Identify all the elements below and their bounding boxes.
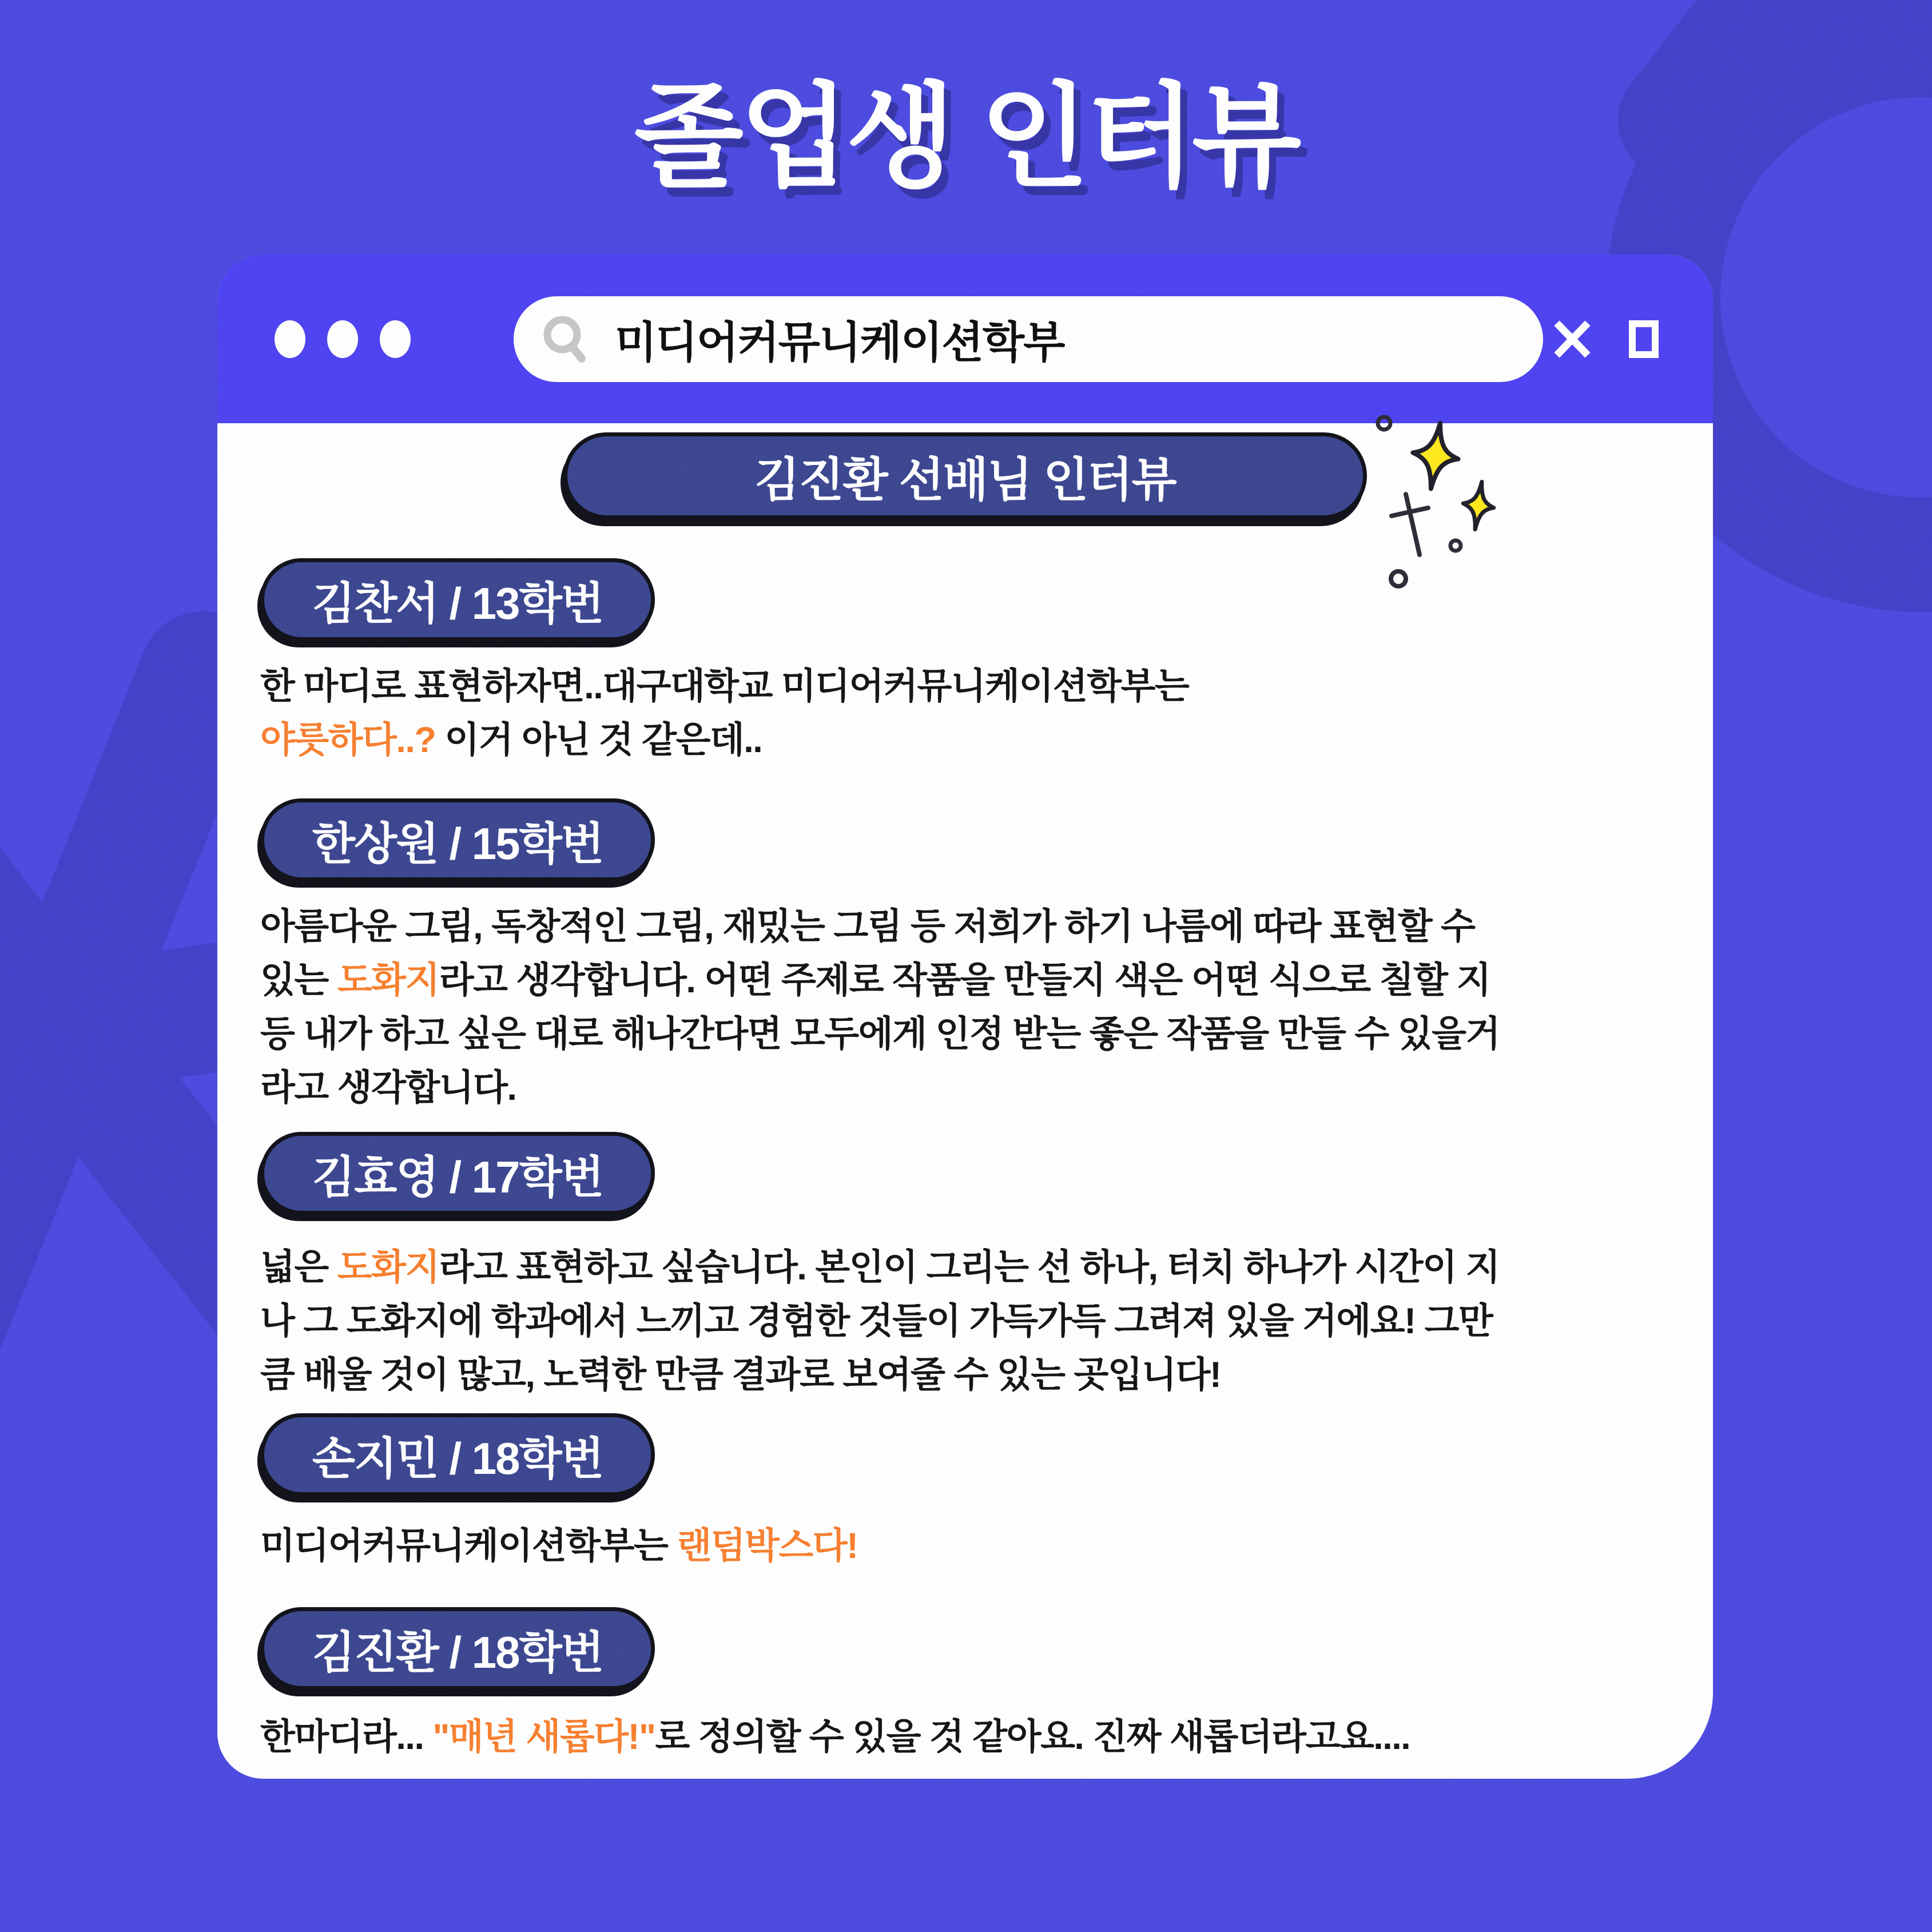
square-icon[interactable] — [1629, 320, 1659, 358]
answer-text: 한 마디로 표현하자면..대구대학교 미디어커뮤니케이션학부는 — [260, 666, 1189, 706]
answer-text: 나 그 도화지에 학과에서 느끼고 경험한 것들이 가득가득 그려져 있을 거에요! 그만 — [260, 1301, 1493, 1341]
highlighted-text: "매년 새롭다!" — [432, 1717, 655, 1757]
interview-section — [260, 1607, 1670, 1764]
sections — [260, 558, 1670, 1764]
answer-text: 큼 배울 것이 많고, 노력한 만큼 결과로 보여줄 수 있는 곳입니다! — [260, 1355, 1221, 1395]
interview-content — [217, 423, 1713, 1764]
answer-text: 이거 아닌 것 같은데.. — [435, 720, 762, 760]
answer-text: 라고 생각합니다. — [260, 1068, 516, 1108]
interviewee-pill: 김찬서 / 13학번 — [260, 558, 655, 641]
highlighted-text: 도화지 — [337, 960, 439, 1000]
highlighted-text: 야릇하다..? — [260, 720, 436, 760]
answer-text: 넓은 — [260, 1247, 337, 1287]
page-title: 졸업생 인터뷰 — [634, 74, 1298, 200]
interview-answer — [260, 659, 1670, 767]
answer-text: 미디어커뮤니케이션학부는 — [260, 1526, 677, 1566]
interview-section — [260, 1132, 1670, 1402]
interview-section — [260, 798, 1670, 1115]
interview-answer — [260, 1241, 1670, 1402]
interview-answer — [260, 1519, 1670, 1573]
dot-icon — [380, 320, 411, 358]
answer-text: 한마디라... — [260, 1717, 433, 1757]
search-bar[interactable] — [514, 296, 1543, 382]
answer-text: 등 내가 하고 싶은 대로 해나간다면 모두에게 인정 받는 좋은 작품을 만들 수 있을거 — [260, 1014, 1500, 1054]
search-input[interactable] — [614, 313, 1517, 364]
interview-section — [260, 1413, 1670, 1573]
dot-icon — [327, 320, 358, 358]
answer-text: 아름다운 그림, 독창적인 그림, 재밌는 그림 등 저희가 하기 나름에 따라 표현할 수 — [260, 907, 1475, 947]
interviewee-pill: 김효영 / 17학번 — [260, 1132, 655, 1215]
interviewee-pill: 손지민 / 18학번 — [260, 1413, 655, 1496]
magnifier-icon — [539, 313, 592, 365]
interview-header-pill: 김진환 선배님 인터뷰 — [563, 432, 1367, 519]
x-icon[interactable] — [1552, 316, 1592, 362]
sparkles-decoration — [1364, 407, 1501, 590]
interview-answer — [260, 900, 1670, 1115]
interviewee-pill: 김진환 / 18학번 — [260, 1607, 655, 1690]
answer-text: 있는 — [260, 960, 337, 1000]
browser-top-bar — [217, 255, 1713, 423]
interview-answer — [260, 1710, 1670, 1764]
interviewee-pill: 한상원 / 15학번 — [260, 798, 655, 881]
answer-text: 라고 생각합니다. 어떤 주제로 작품을 만들지 색은 어떤 식으로 칠할 지 — [439, 960, 1490, 1000]
three-dots-icon[interactable] — [275, 320, 411, 358]
answer-text: 라고 표현하고 싶습니다. 본인이 그리는 선 하나, 터치 하나가 시간이 지 — [439, 1247, 1500, 1287]
answer-text: 로 정의할 수 있을 것 같아요. 진짜 새롭더라고요.... — [655, 1717, 1410, 1757]
highlighted-text: 도화지 — [337, 1247, 439, 1287]
highlighted-text: 랜덤박스다! — [677, 1526, 858, 1566]
dot-icon — [275, 320, 305, 358]
